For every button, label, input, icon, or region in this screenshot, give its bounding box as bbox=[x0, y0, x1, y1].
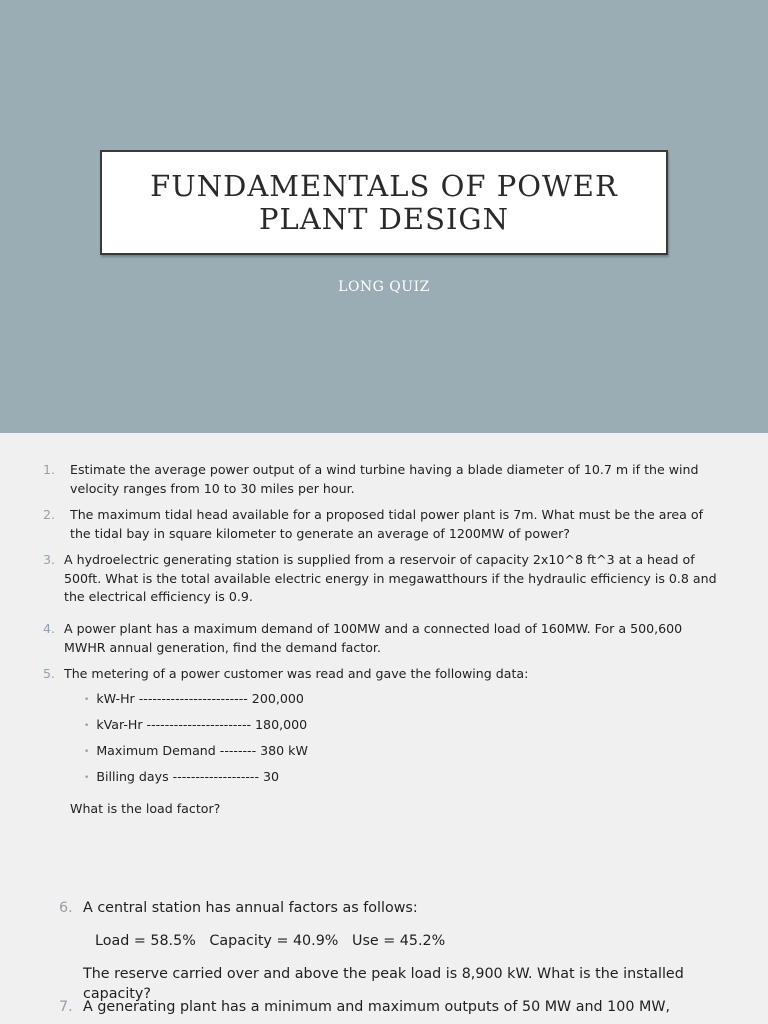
question-6-factors: Load = 58.5% Capacity = 40.9% Use = 45.2% bbox=[95, 933, 446, 949]
bullet-icon: • bbox=[84, 721, 90, 731]
question-5-text: The metering of a power customer was read and gave the following data: bbox=[64, 666, 529, 681]
title-box bbox=[100, 150, 668, 255]
page-title: FUNDAMENTALS OF POWER PLANT DESIGN bbox=[150, 168, 618, 236]
question-number: 6. bbox=[59, 900, 73, 916]
question-number: 5. bbox=[43, 666, 56, 681]
question-6-text: A central station has annual factors as follows: bbox=[83, 900, 418, 916]
question-5-followup: What is the load factor? bbox=[70, 801, 221, 816]
page-subtitle: LONG QUIZ bbox=[338, 279, 430, 295]
question-2-text: The maximum tidal head available for a proposed tidal power plant is 7m. What must be the area of the tidal bay in square kilometer to generate an average of 1200MW of power? bbox=[70, 507, 704, 541]
bullet-icon: • bbox=[84, 773, 90, 783]
question-number: 2. bbox=[43, 507, 56, 522]
question-7-text: A generating plant has a minimum and maximum outputs of 50 MW and 100 MW, bbox=[83, 999, 671, 1015]
question-number: 3. bbox=[43, 552, 56, 567]
bullet-icon: • bbox=[84, 695, 90, 705]
list-item: • kVar-Hr ----------------------- 180,000 bbox=[84, 717, 308, 732]
list-item: • Maximum Demand -------- 380 kW bbox=[84, 743, 308, 758]
question-1-text: Estimate the average power output of a wind turbine having a blade diameter of 10.7 m if the wind velocity ranges from 10 to 30 miles per hour. bbox=[70, 462, 699, 496]
question-6-followup: The reserve carried over and above the peak load is 8,900 kW. What is the installed capacity? bbox=[83, 966, 684, 1002]
list-item: • kW-Hr ------------------------ 200,000 bbox=[84, 691, 304, 706]
bullet-icon: • bbox=[84, 747, 90, 757]
question-number: 4. bbox=[43, 621, 56, 636]
question-number: 1. bbox=[43, 462, 56, 477]
question-number: 7. bbox=[59, 999, 73, 1015]
list-item: • Billing days ------------------- 30 bbox=[84, 769, 280, 784]
question-4-text: A power plant has a maximum demand of 100MW and a connected load of 160MW. For a 500,600 MWHR annual generation, find the demand factor. bbox=[64, 621, 683, 655]
question-3-text: A hydroelectric generating station is supplied from a reservoir of capacity 2x10^8 ft^3 at a head of 500ft. What is the total available electric energy in megawatthours if the hydraulic efficiency is 0.8 and the electrical efficiency is 0.9. bbox=[64, 552, 717, 604]
